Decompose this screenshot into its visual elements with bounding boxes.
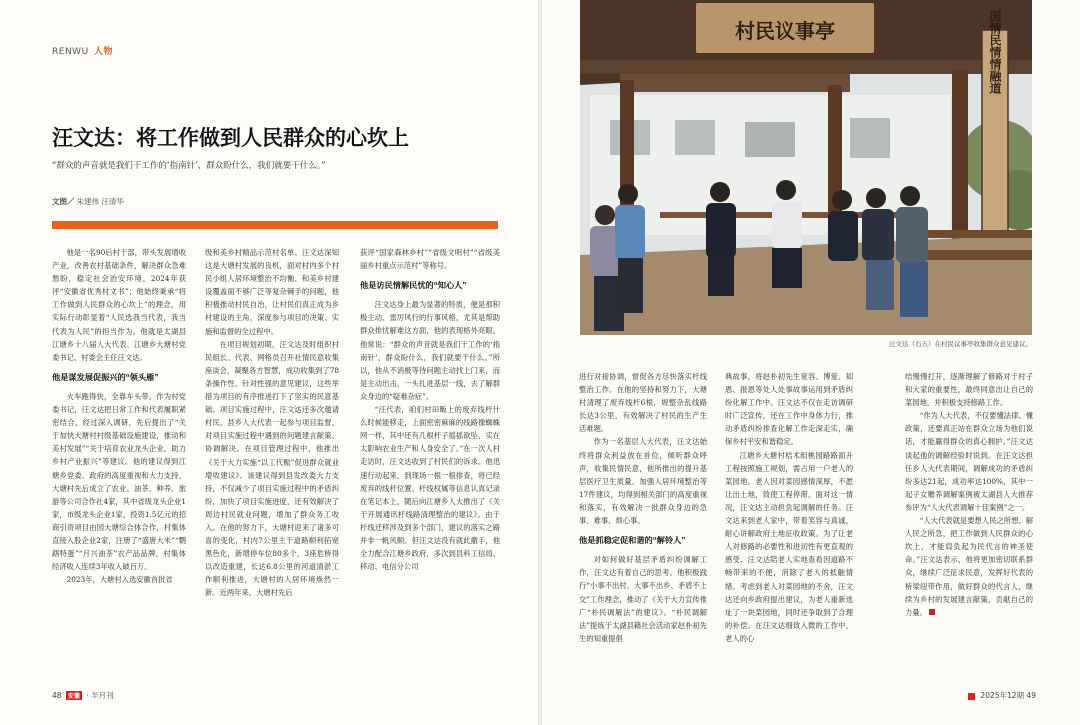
paragraph: 典故事，将赵朴初先生宽容、博爱、知恩、报恩等处人处事故事运用到矛盾纠纷化解工作中。汪文达不仅在走访调研时广泛宣传，还在工作中身体力行，推动矛盾纠纷排查化解工作走深走实，确保乡村平安和谐稳定。 bbox=[725, 372, 853, 447]
page-number-right: 49 bbox=[1026, 691, 1036, 700]
article-photo bbox=[580, 0, 1032, 335]
magazine-logo-mark bbox=[968, 693, 975, 700]
paragraph: 火车跑得快，全靠车头带。作为村党委书记，汪文达把日常工作和代表履职紧密结合，经过深入调研，先后提出了“关于加快大塘村村级基础设施建设，推动和美村发展”“关于培育农业龙头企业，助力乡村产业振兴”等建议。他的建议得到江塘乡党委、政府的高度重视和大力支持，大塘村先后成立了农业、油茶、种养、旅游等公司合作社4家，其中省级龙头企业1家，市级龙头企业1家，投资1.5亿元的招商引资项目由园大塘综合体合作，村集体直接入股企业2家，注册了“盛唐大米”“鹦鹉特蛋”“月兴油茶”农产品品牌，村集体经济收入连续3年收入破百万。 bbox=[52, 391, 186, 572]
paragraph: 级和美乡村精品示范村名单。汪文达深知这是大塘村发展的良机，面对村内多个村民小组人居环境整治不均衡、和美乡村建设覆盖面不够广泛等复杂棘手的问题，他积极推动村民自治，让村民们真正成为乡村建设的主角，深度参与项目的决策、实施和监督的全过程中。 bbox=[205, 248, 339, 336]
text-column-1 bbox=[52, 246, 186, 674]
folio-right bbox=[968, 690, 1036, 701]
paragraph: 江塘乡大塘村桔术组桃园路路面升工程按照施工规划，需占用一户老人的菜园地。老人因对菜园感情深厚，不愿让出土地，致使工程停滞。面对这一情况，汪文达主动担负起调解的任务。汪文达来到老人家中，带着笑容与真诚，耐心讲解政府土地征收政策。为了让老人对修路的必要性和进切性有更直观的感受，汪文达陪老人实地查看因道路不畅带来的不便，消除了老人的抵触情绪。考虑到老人对菜园地的不舍，汪文达还向乡政府提出建议，为老人重新选址了一块菜园地，同时还争取到了合理的补偿。在汪文达细致入微的工作中，老人的心 bbox=[725, 450, 853, 643]
paragraph: 进行对接协调，督促各方尽快落实杆线整治工作。在他的坚持和努力下，大塘村清理了废弃线杆6根，规整杂乱线路长达3公里，有效解决了村民的生产生活难题。 bbox=[579, 372, 707, 434]
paragraph: 作为一名基层人大代表，汪文达始终将群众利益放在首位，倾听群众呼声，收集民情民意，他所推出的提升基层医疗卫生质量、加强人居环境整治等17件建议，均得到相关部门的高度重视和落实，有效解决一批群众身边的急事、难事、烦心事。 bbox=[579, 437, 707, 526]
pavilion-photo-illustration bbox=[580, 0, 1032, 335]
byline-authors: 朱建伟 汪清华 bbox=[76, 197, 124, 206]
paragraph bbox=[905, 514, 1033, 619]
photo-caption: 汪文达（右五）在村民议事亭收集群众意见建议。 bbox=[889, 340, 1032, 348]
byline bbox=[52, 196, 124, 207]
magazine-logo: 安徽 bbox=[67, 693, 80, 700]
paragraph: 在项目规划初期，汪文达及时组织村民组长、代表、网格员召开社情民意收集座谈会，凝聚各方智慧，成功收集到了78条操作性、针对性强的意见建议，这些举措为项目的有序推进打下了坚实的民意基础。项目实施过程中，汪文达还多次邀请村民、县乡人大代表一起参与项目监督，对项目实施过程中遇到的问题建言献策、协调解决。在项目管理过程中，他推出《关于大力实施“以工代赈”促进群众就业增收建议》。该建议得到县发改委大力支持，不仅减少了项目实施过程中的矛盾纠纷，加快了项目实施进度，还有效解决了周边村民就业问题，增加了群众务工收入。在他的努力下，大塘村迎来了诸多可喜的变化，村内7公里主干道路顺利拓宽黑色化，新增停车位80多个，3座危桥得以改造重建，长达6.8公里的河道清淤工作顺利推进，大塘村的人居环境焕然一新。近两年来，大塘村先后 bbox=[205, 339, 339, 598]
section-tag-cn: 人物 bbox=[94, 47, 114, 57]
text-column-3 bbox=[360, 246, 500, 674]
paragraph: 他是一名90后村干部，带头发展增收产业，改善农村基础条件，解决群众急难愁盼，稳定社会治安环境，2024年获评“安徽省优秀村文书”；他始终秉承“将工作做到人民群众的心坎上”的理念，用实际行动彰显着“人民选我当代表，我当代表为人民”的担当作为。他就是太湖县江塘乡十八届人大代表、江塘乡大塘村党委书记、村委会主任汪文达。 bbox=[52, 248, 186, 362]
sign-side-text: 国情民情情融道 bbox=[988, 10, 1002, 94]
text-column-2 bbox=[205, 246, 339, 674]
sign-top-text: 村民议事亭 bbox=[735, 19, 835, 43]
title-divider-bar bbox=[52, 221, 498, 229]
text-column-5 bbox=[725, 370, 853, 670]
right-page bbox=[542, 0, 1080, 725]
byline-label: 文图／ bbox=[52, 197, 75, 206]
paragraph: 2023年，大塘村入选安徽首批省 bbox=[66, 575, 173, 585]
paragraph: 获评“国家森林乡村”“省级文明村”“省级美丽乡村重点示范村”等称号。 bbox=[360, 248, 500, 271]
article-subtitle: “群众的声音就是我们干工作的‘指南针’，群众盼什么，我们就要干什么。” bbox=[52, 161, 326, 171]
left-page bbox=[0, 0, 538, 725]
paragraph: “汪代表，咱们村田畈上的废弃线杆什么时候能移走，上面密密麻麻的线路像蜘蛛网一样，其中还有几根杆子摇摇欲坠，实在太影响农业生产和人身安全了。”在一次人村走访时，汪文达收到了村民们的诉求。他迅速行动起来，到现场一根一根排查，将已经废弃的线杆位置、杆线权属等信息认真记录在笔记本上，随后向江塘乡人大推出了《关于开展通讯杆线路清理整治的建议》。由于杆线迁移涉及到多个部门，建议的落实之路并非一帆风顺。但汪文达没有就此撒手，他全力配合江塘乡政府，多次到县科工信局、移动、电信分公司 bbox=[360, 405, 500, 572]
article-title: 汪文达：将工作做到人民群众的心坎上 bbox=[52, 126, 409, 150]
paragraph-text: “人大代表就是要想人民之所想、解人民之所急，把工作做到人民群众的心坎上，才能肩负起为民代言的神圣使命。”汪文达表示，他将更加密切联系群众，继续广泛征求民意，发挥好代表的桥梁纽带作用，做好群众的代言人，继续为乡村的发展建言献策，贡献自己的力量。 bbox=[905, 516, 1033, 617]
section-heading: 他是访民情解民忧的“知心人” bbox=[360, 281, 467, 291]
text-column-6 bbox=[905, 370, 1033, 670]
article-end-mark bbox=[929, 609, 935, 615]
folio-left bbox=[52, 690, 114, 701]
section-heading: 他是谋发展促振兴的“领头雁” bbox=[52, 372, 159, 382]
page-number-left: 48 bbox=[52, 691, 62, 700]
section-tag bbox=[52, 44, 113, 57]
magazine-issue-date: 2025年12期 bbox=[980, 691, 1025, 700]
magazine-issue-type: · 半月刊 bbox=[86, 691, 114, 700]
paragraph: 结慢慢打开，逐渐理解了修路对于村子和大家的重要性，最终同意出让自己的菜园地，并积极支持修路工作。 bbox=[905, 372, 1033, 408]
section-heading: 他是抓稳定促和谐的“解铃人” bbox=[579, 536, 686, 546]
paragraph: “作为人大代表，不仅要懂法律、懂政策，还要真正站在群众立场为他们说话，才能赢得群众的真心拥护。”汪文达谈起他的调解经验时说到。在汪文达担任乡人大代表期间，调解成功的矛盾纠纷多达21起，成功率达100%，其中一起子女赡养调解案例被太湖县人大推荐参评为“人大代表调解十佳案例”之一。 bbox=[905, 411, 1033, 512]
section-tag-en: RENWU bbox=[52, 47, 89, 57]
text-column-4 bbox=[579, 370, 707, 670]
paragraph: 汪文达身上最为显著的特质，便是那积极主动、雷厉风行的行事风格，尤其是帮助群众排忧解难这方面，他的表现格外亮眼。他常说：“群众的声音就是我们干工作的‘指南针’，群众盼什么，我们就要干什么。”所以，他从不消极等待问题主动找上门来，而是主动出击，一头扎进基层一线，去了解群众身边的“疑难杂症”。 bbox=[360, 300, 500, 401]
paragraph: 对如何做好基层矛盾纠纷调解工作，汪文达有着自己的思考。他积极践行“小事不出村、大事不出乡、矛盾不上交”工作理念，推动了《关于大力宣传推广“朴民调解法”的建议》。“朴民调解法”提炼于太湖县籍社会活动家赵朴初先生的知重提倡 bbox=[579, 555, 707, 643]
